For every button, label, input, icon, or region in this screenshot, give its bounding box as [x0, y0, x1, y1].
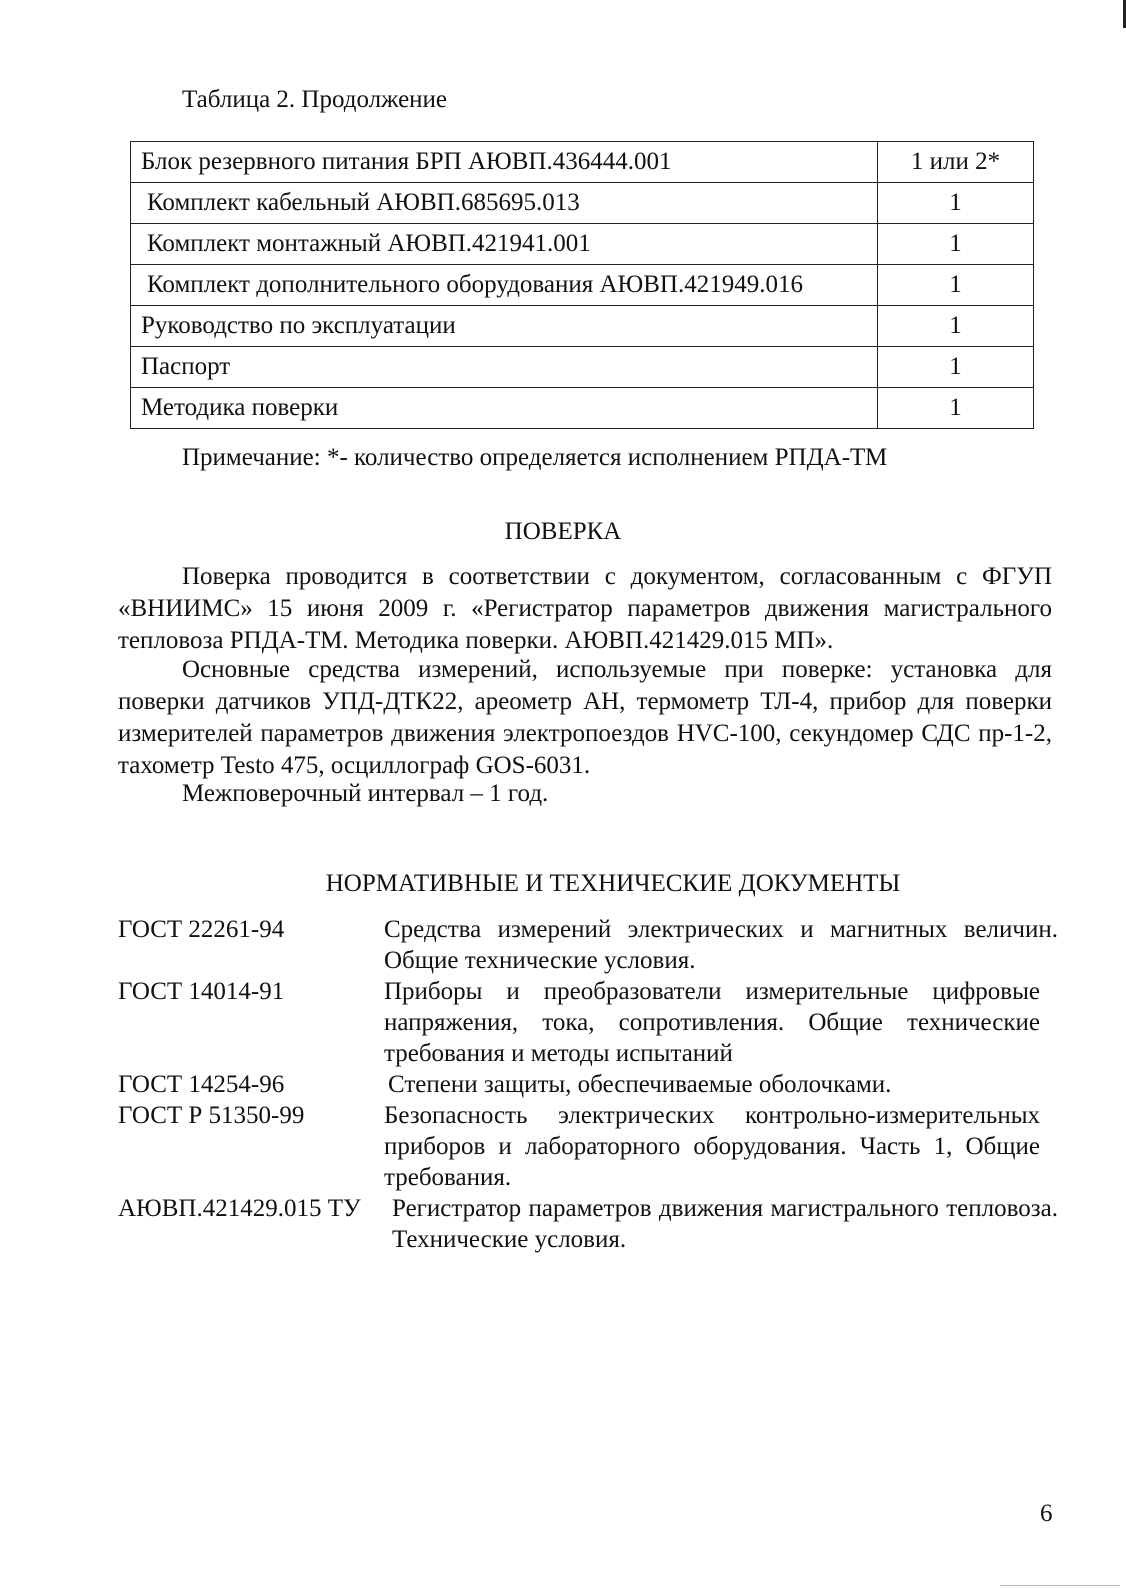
document-item [118, 1100, 1058, 1193]
verification-paragraph-1: Поверка проводится в соответствии с документом, согласованным с ФГУП «ВНИИМС» 15 июня 2009 г. «Регистратор параметров движения магистрального тепловоза РПДА-ТМ. Методика поверки. АЮВП.421429.015 МП». [118, 563, 1052, 654]
item-qty: 1 или 2* [878, 142, 1034, 183]
documents-list [118, 914, 1058, 1255]
document-code: ГОСТ 14014-91 [118, 978, 285, 1005]
table-row [131, 265, 1034, 306]
table-note: Примечание: *- количество определяется исполнением РПДА-ТМ [182, 444, 888, 471]
document-item [118, 976, 1058, 1069]
page-number: 6 [1040, 1500, 1053, 1527]
scan-bottom-line [1000, 1585, 1120, 1586]
item-qty: 1 [878, 306, 1034, 347]
item-name: Комплект кабельный АЮВП.685695.013 [131, 183, 878, 224]
item-qty: 1 [878, 183, 1034, 224]
document-code: АЮВП.421429.015 ТУ [118, 1195, 361, 1222]
item-qty: 1 [878, 224, 1034, 265]
document-item [118, 914, 1058, 976]
document-title: Безопасность электрических контрольно-измерительных приборов и лабораторного оборудования. Часть 1, Общие требования. [384, 1102, 1040, 1191]
table-row [131, 306, 1034, 347]
table-row [131, 183, 1034, 224]
table-row [131, 388, 1034, 429]
document-item [118, 1069, 1058, 1100]
item-name: Комплект дополнительного оборудования АЮВП.421949.016 [131, 265, 878, 306]
document-title: Средства измерений электрических и магнитных величин. Общие технические условия. [384, 916, 1058, 974]
document-item [118, 1193, 1058, 1255]
document-title: Степени защиты, обеспечиваемые оболочками. [388, 1071, 892, 1098]
delivery-set-table [130, 141, 1034, 429]
item-qty: 1 [878, 388, 1034, 429]
verification-heading: ПОВЕРКА [504, 518, 622, 545]
verification-paragraph-2: Основные средства измерений, используемые при поверке: установка для поверки датчиков УПД-ДТК22, ареометр АН, термометр ТЛ-4, прибор для поверки измерителей параметров движения электропоездов HVC-100, секундомер СДС пр-1-2, тахометр Testo 475, осциллограф GOS-6031. [118, 656, 1052, 779]
item-name: Блок резервного питания БРП АЮВП.436444.001 [131, 142, 878, 183]
item-name: Паспорт [131, 347, 878, 388]
document-title: Приборы и преобразователи измерительные цифровые напряжения, тока, сопротивления. Общие технические требования и методы испытаний [384, 978, 1040, 1067]
verification-interval: Межповерочный интервал – 1 год. [182, 780, 549, 807]
document-title: Регистратор параметров движения магистрального тепловоза. Технические условия. [392, 1195, 1058, 1253]
table-row [131, 142, 1034, 183]
table-row [131, 347, 1034, 388]
document-code: ГОСТ 22261-94 [118, 916, 285, 943]
document-code: ГОСТ Р 51350-99 [118, 1102, 305, 1129]
documents-heading: НОРМАТИВНЫЕ И ТЕХНИЧЕСКИЕ ДОКУМЕНТЫ [325, 870, 901, 897]
table-caption: Таблица 2. Продолжение [182, 86, 448, 113]
table-row [131, 224, 1034, 265]
item-qty: 1 [878, 265, 1034, 306]
item-name: Методика поверки [131, 388, 878, 429]
item-qty: 1 [878, 347, 1034, 388]
document-code: ГОСТ 14254-96 [118, 1071, 285, 1098]
item-name: Комплект монтажный АЮВП.421941.001 [131, 224, 878, 265]
item-name: Руководство по эксплуатации [131, 306, 878, 347]
